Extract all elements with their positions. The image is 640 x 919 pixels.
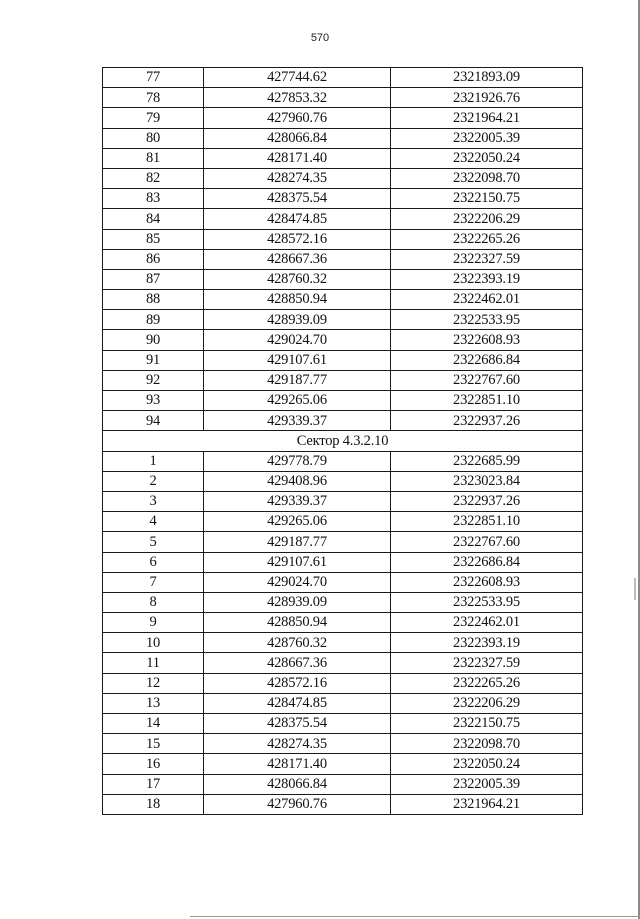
y-coordinate-cell: 2322462.01: [391, 613, 583, 633]
x-coordinate-cell: 428667.36: [204, 249, 391, 269]
point-number-cell: 88: [103, 290, 204, 310]
x-coordinate-cell: 428667.36: [204, 653, 391, 673]
y-coordinate-cell: 2322393.19: [391, 633, 583, 653]
point-number-cell: 79: [103, 108, 204, 128]
x-coordinate-cell: 428375.54: [204, 189, 391, 209]
table-row: [103, 168, 583, 188]
y-coordinate-cell: 2322767.60: [391, 370, 583, 390]
point-number-cell: 1: [103, 451, 204, 471]
x-coordinate-cell: 429024.70: [204, 572, 391, 592]
table-row: [103, 653, 583, 673]
y-coordinate-cell: 2322686.84: [391, 350, 583, 370]
table-row: [103, 68, 583, 88]
y-coordinate-cell: 2322327.59: [391, 653, 583, 673]
x-coordinate-cell: 428274.35: [204, 168, 391, 188]
table-row: [103, 734, 583, 754]
section-title: Сектор 4.3.2.10: [103, 431, 583, 451]
y-coordinate-cell: 2322608.93: [391, 330, 583, 350]
table-row: [103, 512, 583, 532]
x-coordinate-cell: 427960.76: [204, 108, 391, 128]
x-coordinate-cell: 427960.76: [204, 794, 391, 814]
scan-edge-bottom: [190, 916, 640, 917]
point-number-cell: 7: [103, 572, 204, 592]
table-row: [103, 290, 583, 310]
point-number-cell: 93: [103, 391, 204, 411]
y-coordinate-cell: 2322265.26: [391, 229, 583, 249]
x-coordinate-cell: 429265.06: [204, 512, 391, 532]
x-coordinate-cell: 428572.16: [204, 673, 391, 693]
point-number-cell: 89: [103, 310, 204, 330]
y-coordinate-cell: 2321964.21: [391, 108, 583, 128]
point-number-cell: 12: [103, 673, 204, 693]
y-coordinate-cell: 2322767.60: [391, 532, 583, 552]
table-row: [103, 572, 583, 592]
x-coordinate-cell: 429339.37: [204, 411, 391, 431]
table-row: [103, 794, 583, 814]
y-coordinate-cell: 2322005.39: [391, 774, 583, 794]
x-coordinate-cell: 429107.61: [204, 552, 391, 572]
point-number-cell: 15: [103, 734, 204, 754]
point-number-cell: 13: [103, 693, 204, 713]
x-coordinate-cell: 428375.54: [204, 714, 391, 734]
table-row: [103, 451, 583, 471]
table-row: [103, 754, 583, 774]
y-coordinate-cell: 2321964.21: [391, 794, 583, 814]
y-coordinate-cell: 2321926.76: [391, 88, 583, 108]
point-number-cell: 90: [103, 330, 204, 350]
point-number-cell: 94: [103, 411, 204, 431]
point-number-cell: 18: [103, 794, 204, 814]
x-coordinate-cell: 428474.85: [204, 693, 391, 713]
coordinate-table: [102, 67, 583, 815]
point-number-cell: 6: [103, 552, 204, 572]
x-coordinate-cell: 427853.32: [204, 88, 391, 108]
y-coordinate-cell: 2323023.84: [391, 471, 583, 491]
point-number-cell: 83: [103, 189, 204, 209]
x-coordinate-cell: 428171.40: [204, 754, 391, 774]
table-row: [103, 249, 583, 269]
table-row: [103, 471, 583, 491]
x-coordinate-cell: 428939.09: [204, 310, 391, 330]
table-row: [103, 370, 583, 390]
table-row: [103, 229, 583, 249]
y-coordinate-cell: 2322937.26: [391, 411, 583, 431]
point-number-cell: 87: [103, 269, 204, 289]
x-coordinate-cell: 428066.84: [204, 774, 391, 794]
point-number-cell: 5: [103, 532, 204, 552]
x-coordinate-cell: 428850.94: [204, 290, 391, 310]
table-row: [103, 693, 583, 713]
y-coordinate-cell: 2322462.01: [391, 290, 583, 310]
x-coordinate-cell: 429265.06: [204, 391, 391, 411]
point-number-cell: 14: [103, 714, 204, 734]
table-row: [103, 209, 583, 229]
x-coordinate-cell: 428760.32: [204, 269, 391, 289]
point-number-cell: 16: [103, 754, 204, 774]
point-number-cell: 3: [103, 491, 204, 511]
table-row: [103, 88, 583, 108]
y-coordinate-cell: 2322150.75: [391, 189, 583, 209]
point-number-cell: 80: [103, 128, 204, 148]
scan-mark: [634, 578, 636, 600]
y-coordinate-cell: 2322533.95: [391, 310, 583, 330]
point-number-cell: 4: [103, 512, 204, 532]
y-coordinate-cell: 2322098.70: [391, 734, 583, 754]
point-number-cell: 77: [103, 68, 204, 88]
point-number-cell: 11: [103, 653, 204, 673]
x-coordinate-cell: 428850.94: [204, 613, 391, 633]
point-number-cell: 2: [103, 471, 204, 491]
table-row: [103, 633, 583, 653]
table-body-lower: [103, 451, 583, 814]
y-coordinate-cell: 2322851.10: [391, 512, 583, 532]
table-body-upper: [103, 68, 583, 431]
table-row: [103, 330, 583, 350]
y-coordinate-cell: 2322686.84: [391, 552, 583, 572]
x-coordinate-cell: 429187.77: [204, 532, 391, 552]
table-row: [103, 391, 583, 411]
point-number-cell: 9: [103, 613, 204, 633]
y-coordinate-cell: 2322206.29: [391, 209, 583, 229]
point-number-cell: 8: [103, 592, 204, 612]
point-number-cell: 81: [103, 148, 204, 168]
x-coordinate-cell: 428572.16: [204, 229, 391, 249]
table-row: [103, 350, 583, 370]
y-coordinate-cell: 2322050.24: [391, 754, 583, 774]
table-row: [103, 592, 583, 612]
x-coordinate-cell: 428171.40: [204, 148, 391, 168]
point-number-cell: 91: [103, 350, 204, 370]
table-row: [103, 411, 583, 431]
y-coordinate-cell: 2321893.09: [391, 68, 583, 88]
point-number-cell: 78: [103, 88, 204, 108]
x-coordinate-cell: 428274.35: [204, 734, 391, 754]
x-coordinate-cell: 428760.32: [204, 633, 391, 653]
y-coordinate-cell: 2322050.24: [391, 148, 583, 168]
y-coordinate-cell: 2322685.99: [391, 451, 583, 471]
y-coordinate-cell: 2322150.75: [391, 714, 583, 734]
point-number-cell: 92: [103, 370, 204, 390]
table-row: [103, 269, 583, 289]
table-row: [103, 310, 583, 330]
x-coordinate-cell: 428066.84: [204, 128, 391, 148]
y-coordinate-cell: 2322005.39: [391, 128, 583, 148]
x-coordinate-cell: 428939.09: [204, 592, 391, 612]
table-row: [103, 108, 583, 128]
table-row: [103, 613, 583, 633]
point-number-cell: 84: [103, 209, 204, 229]
x-coordinate-cell: 429024.70: [204, 330, 391, 350]
x-coordinate-cell: 429778.79: [204, 451, 391, 471]
y-coordinate-cell: 2322265.26: [391, 673, 583, 693]
y-coordinate-cell: 2322608.93: [391, 572, 583, 592]
y-coordinate-cell: 2322937.26: [391, 491, 583, 511]
point-number-cell: 10: [103, 633, 204, 653]
table-row: [103, 491, 583, 511]
table-row: [103, 714, 583, 734]
x-coordinate-cell: 429408.96: [204, 471, 391, 491]
x-coordinate-cell: 428474.85: [204, 209, 391, 229]
y-coordinate-cell: 2322533.95: [391, 592, 583, 612]
table-row: [103, 532, 583, 552]
table-row: [103, 128, 583, 148]
x-coordinate-cell: 429339.37: [204, 491, 391, 511]
y-coordinate-cell: 2322206.29: [391, 693, 583, 713]
table-row: [103, 148, 583, 168]
y-coordinate-cell: 2322851.10: [391, 391, 583, 411]
y-coordinate-cell: 2322393.19: [391, 269, 583, 289]
y-coordinate-cell: 2322327.59: [391, 249, 583, 269]
table-row: [103, 673, 583, 693]
x-coordinate-cell: 427744.62: [204, 68, 391, 88]
table-row: [103, 774, 583, 794]
table-row: [103, 552, 583, 572]
page-number: 570: [310, 32, 330, 44]
section-header-group: [103, 431, 583, 451]
point-number-cell: 85: [103, 229, 204, 249]
section-header-row: [103, 431, 583, 451]
y-coordinate-cell: 2322098.70: [391, 168, 583, 188]
x-coordinate-cell: 429107.61: [204, 350, 391, 370]
point-number-cell: 82: [103, 168, 204, 188]
table-row: [103, 189, 583, 209]
x-coordinate-cell: 429187.77: [204, 370, 391, 390]
point-number-cell: 17: [103, 774, 204, 794]
point-number-cell: 86: [103, 249, 204, 269]
